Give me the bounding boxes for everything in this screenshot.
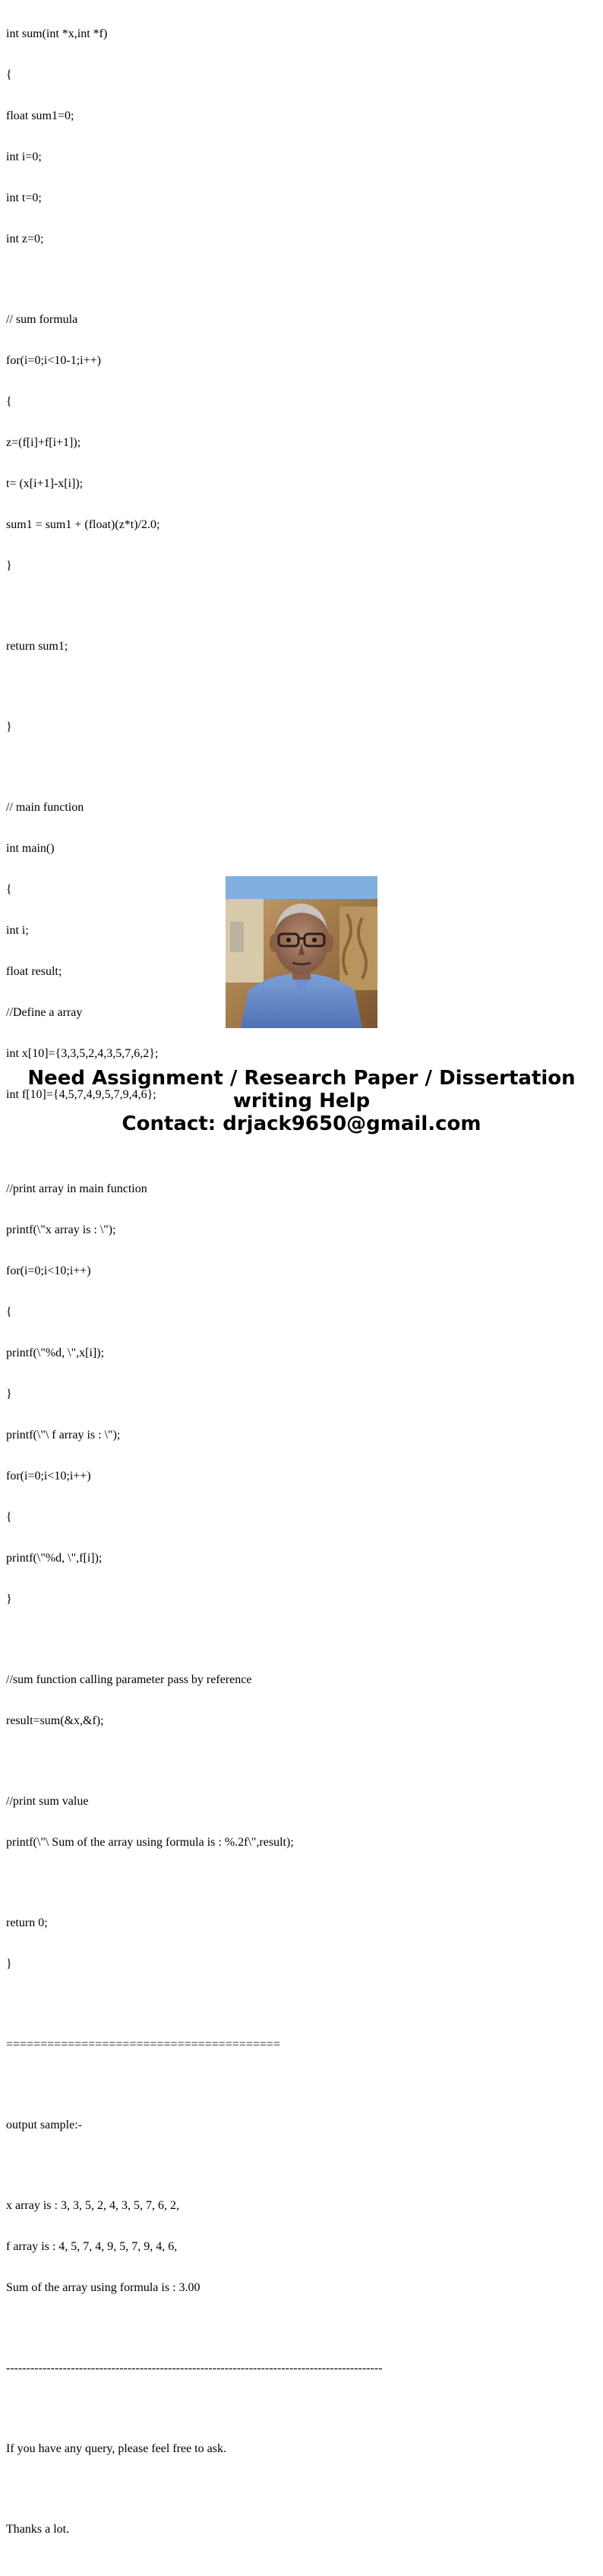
thanks-paragraph: [6, 2495, 598, 2564]
code-line: printf(\"%d, \",x[i]);: [6, 1347, 105, 1359]
code-line: return 0;: [6, 1916, 48, 1929]
code-line: printf(\"\ Sum of the array using formula is : %.2f\",result);: [6, 1836, 294, 1849]
output-line: x array is : 3, 3, 5, 2, 4, 3, 5, 7, 6, 2,: [6, 2199, 179, 2212]
query-paragraph: [6, 2415, 598, 2483]
code-line: int i=0;: [6, 150, 42, 163]
code-block-sum-call: [6, 1646, 598, 1755]
code-line: int i;: [6, 924, 29, 937]
code-line: // main function: [6, 801, 84, 814]
separator-equals: [6, 2011, 598, 2079]
code-block-print-sum: [6, 1767, 598, 1877]
code-line: //print array in main function: [6, 1182, 147, 1195]
promo-line-2: writing Help: [232, 1090, 371, 1112]
code-line: z=(f[i]+f[i+1]);: [6, 436, 81, 449]
output-heading: [6, 2091, 598, 2160]
code-line: {: [6, 68, 12, 81]
code-line: }: [6, 559, 12, 572]
code-line: //sum function calling parameter pass by reference: [6, 1673, 252, 1686]
code-line: int sum(int *x,int *f): [6, 27, 108, 40]
code-line: int x[10]={3,3,5,2,4,3,5,7,6,2};: [6, 1047, 159, 1060]
query-text: If you have any query, please feel free to ask.: [6, 2442, 226, 2455]
code-line: //Define a array: [6, 1006, 83, 1019]
code-line: }: [6, 1957, 12, 1970]
code-block-print-arrays: [6, 1155, 598, 1634]
code-block-close: [6, 693, 598, 761]
code-line: int f[10]={4,5,7,4,9,5,7,9,4,6};: [6, 1088, 156, 1101]
separator-dashes: [6, 2334, 598, 2403]
code-line: result=sum(&x,&f);: [6, 1714, 104, 1727]
code-line: {: [6, 1305, 12, 1318]
code-line: int main(): [6, 842, 55, 855]
code-line: // sum formula: [6, 313, 78, 326]
author-photo: [226, 876, 377, 1028]
output-heading-text: output sample:-: [6, 2119, 82, 2131]
code-line: float result;: [6, 965, 62, 978]
code-line: for(i=0;i<10;i++): [6, 1264, 91, 1277]
code-line: printf(\"x array is : \");: [6, 1223, 116, 1236]
promo-contact: Contact: drjack9650@gmail.com: [122, 1112, 481, 1135]
code-line: }: [6, 1593, 12, 1606]
code-block-sum-loop: [6, 286, 598, 600]
code-block-return: [6, 612, 598, 681]
output-line: Sum of the array using formula is : 3.00: [6, 2281, 200, 2294]
document-body: [6, 0, 598, 2576]
code-line: float sum1=0;: [6, 109, 74, 122]
author-portrait-image: [226, 876, 377, 1028]
code-line: sum1 = sum1 + (float)(z*t)/2.0;: [6, 518, 160, 531]
code-block-sum-header: [6, 0, 598, 274]
code-line: printf(\"%d, \",f[i]);: [6, 1552, 103, 1565]
separator-line: ---------------------------------------------------------------------------------------------: [6, 2362, 383, 2375]
promo-footer: [0, 1067, 603, 1135]
output-sample: [6, 2172, 598, 2322]
code-line: {: [6, 1511, 12, 1524]
code-line: //print sum value: [6, 1795, 89, 1808]
code-line: }: [6, 1388, 12, 1400]
code-line: t= (x[i+1]-x[i]);: [6, 477, 84, 490]
code-line: for(i=0;i<10;i++): [6, 1470, 91, 1483]
output-line: f array is : 4, 5, 7, 4, 9, 5, 7, 9, 4, 6,: [6, 2240, 178, 2253]
code-line: int t=0;: [6, 191, 42, 204]
code-line: return sum1;: [6, 640, 68, 653]
code-line: int z=0;: [6, 233, 44, 245]
code-line: for(i=0;i<10-1;i++): [6, 354, 101, 367]
code-line: {: [6, 883, 12, 896]
code-block-main-return: [6, 1889, 598, 1998]
promo-line-1: Need Assignment / Research Paper / Dissertation: [27, 1067, 576, 1090]
code-line: printf(\"\ f array is : \");: [6, 1429, 121, 1441]
code-line: {: [6, 395, 12, 408]
separator-line: ========================================: [6, 2038, 280, 2051]
code-line: }: [6, 720, 12, 733]
thanks-text: Thanks a lot.: [6, 2523, 70, 2536]
